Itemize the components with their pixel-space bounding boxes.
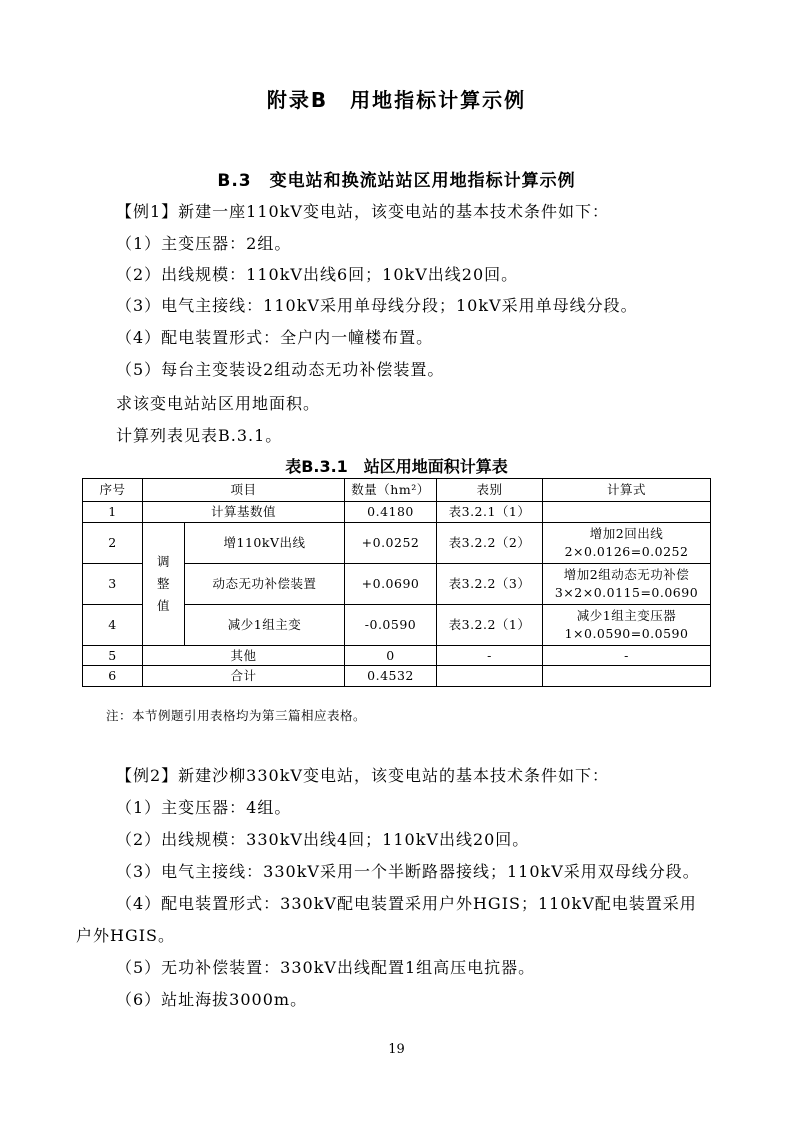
- example1-intro: 【例1】新建一座110kV变电站，该变电站的基本技术条件如下：: [116, 202, 609, 221]
- row-item: 减少1组主变: [185, 605, 345, 646]
- row-qty: +0.0252: [345, 523, 437, 564]
- row-seq: 1: [83, 502, 143, 523]
- row-item: 其他: [143, 646, 345, 666]
- row-qty: -0.0590: [345, 605, 437, 646]
- table-row: [83, 523, 711, 564]
- row-item: 增110kV出线: [185, 523, 345, 564]
- row-formula: [543, 564, 711, 605]
- formula-description: 增加2回出线: [589, 526, 664, 541]
- appendix-title: 附录B 用地指标计算示例: [266, 88, 527, 112]
- table-note: 注：本节例题引用表格均为第三篇相应表格。: [106, 708, 367, 723]
- table-header-row: [83, 479, 711, 502]
- row-seq: 3: [83, 564, 143, 605]
- row-seq: 6: [83, 666, 143, 687]
- formula-expression: 3×2×0.0115=0.0690: [554, 585, 699, 600]
- row-formula: [543, 666, 711, 687]
- row-seq: 4: [83, 605, 143, 646]
- row-seq: 2: [83, 523, 143, 564]
- area-calculation-table: [82, 478, 711, 687]
- formula-expression: 1×0.0590=0.0590: [564, 626, 689, 641]
- header-seq: 序号: [83, 479, 143, 502]
- header-formula: 计算式: [543, 479, 711, 502]
- row-table-ref: 表3.2.2（2）: [437, 523, 543, 564]
- example1-item-1: （1）主变压器：2组。: [116, 234, 292, 253]
- row-item: 合计: [143, 666, 345, 687]
- example2-item-4: （4）配电装置形式：330kV配电装置采用户外HGIS；110kV配电装置采用: [116, 894, 697, 913]
- row-qty: 0: [345, 646, 437, 666]
- row-seq: 5: [83, 646, 143, 666]
- formula-expression: 2×0.0126=0.0252: [564, 544, 689, 559]
- adjustment-label-char: 值: [156, 598, 170, 613]
- example1-item-5: （5）每台主变装设2组动态无功补偿装置。: [116, 360, 445, 379]
- formula-description: 增加2组动态无功补偿: [563, 567, 690, 582]
- row-table-ref: -: [437, 646, 543, 666]
- row-formula: -: [543, 646, 711, 666]
- row-item: 动态无功补偿装置: [185, 564, 345, 605]
- page-number: 19: [388, 1042, 405, 1057]
- row-qty: +0.0690: [345, 564, 437, 605]
- section-heading: B.3 变电站和换流站站区用地指标计算示例: [217, 171, 576, 191]
- example1-item-4: （4）配电装置形式：全户内一幢楼布置。: [116, 328, 434, 347]
- row-table-ref: 表3.2.2（3）: [437, 564, 543, 605]
- example1-item-2: （2）出线规模：110kV出线6回；10kV出线20回。: [116, 265, 519, 284]
- row-formula: [543, 605, 711, 646]
- header-qty: 数量（hm²）: [345, 479, 437, 502]
- example2-item-5: （5）无功补偿装置：330kV出线配置1组高压电抗器。: [116, 958, 536, 977]
- row-table-ref: 表3.2.2（1）: [437, 605, 543, 646]
- row-formula: [543, 502, 711, 523]
- example2-item-4-continued: 户外HGIS。: [76, 926, 176, 945]
- row-formula: [543, 523, 711, 564]
- example2-item-2: （2）出线规模：330kV出线4回；110kV出线20回。: [116, 830, 530, 849]
- row-table-ref: [437, 666, 543, 687]
- row-table-ref: 表3.2.1（1）: [437, 502, 543, 523]
- adjustment-label-char: 整: [156, 576, 170, 591]
- example2-item-6: （6）站址海拔3000m。: [116, 990, 308, 1009]
- example2-intro: 【例2】新建沙柳330kV变电站，该变电站的基本技术条件如下：: [116, 766, 609, 785]
- table-row: [83, 502, 711, 523]
- header-table-ref: 表别: [437, 479, 543, 502]
- adjustment-label-char: 调: [156, 554, 170, 569]
- example2-item-3: （3）电气主接线：330kV采用一个半断路器接线；110kV采用双母线分段。: [116, 862, 700, 881]
- table-caption: 表B.3.1 站区用地面积计算表: [285, 457, 508, 476]
- example1-question: 求该变电站站区用地面积。: [116, 394, 321, 413]
- adjustment-group-label: [143, 523, 185, 646]
- formula-description: 减少1组主变压器: [576, 608, 677, 623]
- row-qty: 0.4180: [345, 502, 437, 523]
- example1-calc-reference: 计算列表见表B.3.1。: [116, 426, 283, 445]
- example1-item-3: （3）电气主接线：110kV采用单母线分段；10kV采用单母线分段。: [116, 296, 638, 315]
- row-item: 计算基数值: [143, 502, 345, 523]
- header-item: 项目: [143, 479, 345, 502]
- row-qty: 0.4532: [345, 666, 437, 687]
- example2-item-1: （1）主变压器：4组。: [116, 798, 292, 817]
- table-row: [83, 646, 711, 666]
- table-row: [83, 666, 711, 687]
